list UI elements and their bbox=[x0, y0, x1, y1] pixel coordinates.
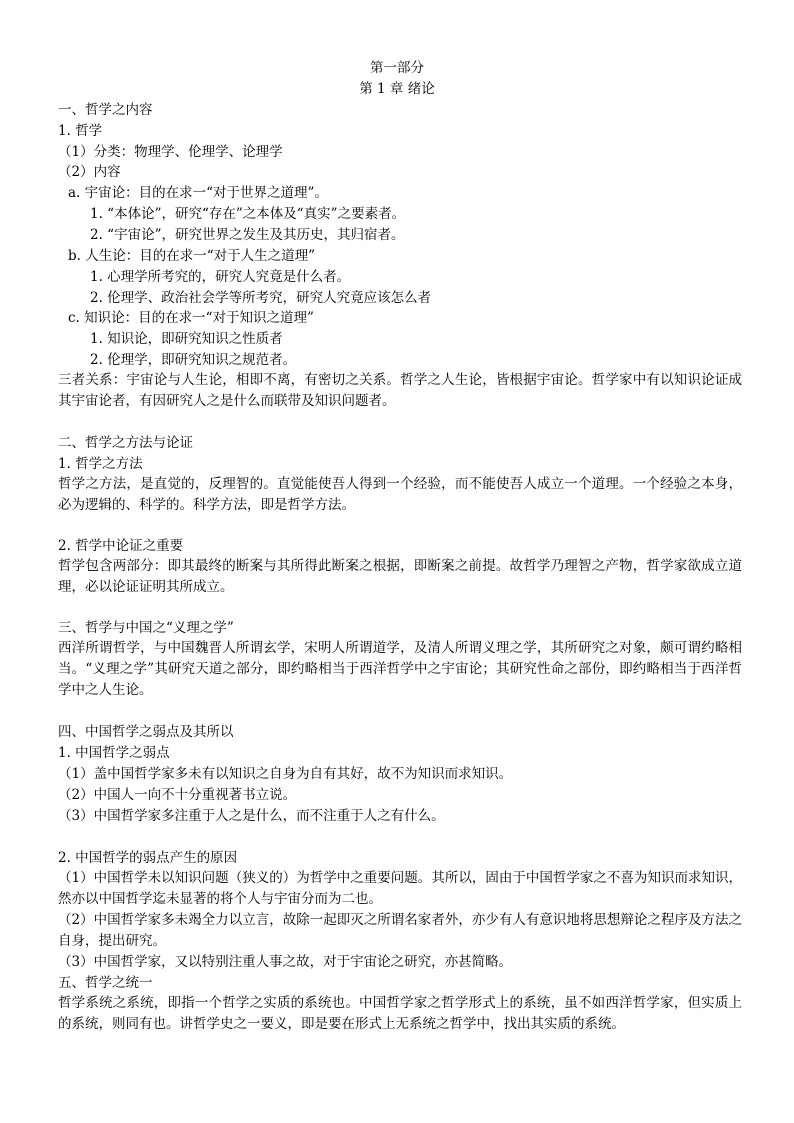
weakness-1: （1）盖中国哲学家多未有以知识之自身为自有其好，故不为知识而求知识。 bbox=[58, 766, 513, 782]
reason-2: （2）中国哲学家多未竭全力以立言，故除一起即灭之所谓名家者外，亦少有人有意识地将思想辩论之程序及方法之自身，提出研究。 bbox=[58, 912, 742, 949]
item-cosmology: a. 宇宙论：目的在求一“对于世界之道理”。 bbox=[68, 185, 328, 201]
method-paragraph: 哲学之方法，是直觉的，反理智的。直觉能使吾人得到一个经验，而不能使吾人成立一个道理。一个经验之本身，必为逻辑的、科学的。科学方法，即是哲学方法。 bbox=[58, 476, 742, 513]
item-life-theory: b. 人生论：目的在求一“对于人生之道理” bbox=[68, 248, 316, 264]
argument-title: 2. 哲学中论证之重要 bbox=[58, 538, 184, 554]
method-title: 1. 哲学之方法 bbox=[58, 456, 143, 472]
item-epistemology-2: 2. 伦理学，即研究知识之规范者。 bbox=[90, 352, 297, 368]
argument-paragraph: 哲学包含两部分：即其最终的断案与其所得此断案之根据，即断案之前提。故哲学乃理智之产物，哲学家欲成立道理，必以论证证明其所成立。 bbox=[58, 558, 742, 595]
item-cosmology-2: 2. “宇宙论”，研究世界之发生及其历史，其归宿者。 bbox=[90, 227, 405, 243]
section-heading-2: 二、哲学之方法与论证 bbox=[58, 435, 193, 451]
relation-paragraph: 三者关系：宇宙论与人生论，相即不离，有密切之关系。哲学之人生论，皆根据宇宙论。哲学家中有以知识论证成其宇宙论者，有因研究人之是什么而联带及知识问题者。 bbox=[58, 372, 742, 409]
chapter-title: 第 1 章 绪论 bbox=[359, 81, 435, 97]
item-content: （2）内容 bbox=[58, 164, 121, 180]
part-title: 第一部分 bbox=[370, 60, 424, 76]
section-heading-5: 五、哲学之统一 bbox=[58, 975, 153, 991]
weakness-2: （2）中国人一向不十分重视著书立说。 bbox=[58, 787, 297, 803]
item-epistemology: c. 知识论：目的在求一“对于知识之道理” bbox=[68, 310, 314, 326]
reason-1: （1）中国哲学未以知识问题（狭义的）为哲学中之重要问题。其所以，固由于中国哲学家之不喜为知识而求知识，然亦以中国哲学迄未显著的将个人与宇宙分而为二也。 bbox=[58, 870, 742, 907]
section-heading-3: 三、哲学与中国之“义理之学” bbox=[58, 620, 234, 636]
item-cosmology-1: 1. “本体论”，研究“存在”之本体及“真实”之要素者。 bbox=[90, 206, 406, 222]
section-heading-4: 四、中国哲学之弱点及其所以 bbox=[58, 724, 234, 740]
weakness-title: 1. 中国哲学之弱点 bbox=[58, 745, 170, 761]
section-heading-1: 一、哲学之内容 bbox=[58, 102, 153, 118]
item-life-theory-2: 2. 伦理学、政治社会学等所考究，研究人究竟应该怎么者 bbox=[90, 290, 432, 306]
unity-paragraph: 哲学系统之系统，即指一个哲学之实质的系统也。中国哲学家之哲学形式上的系统，虽不如西洋哲学家，但实质上的系统，则同有也。讲哲学史之一要义，即是要在形式上无系统之哲学中，找出其实质的系统。 bbox=[58, 995, 742, 1032]
weakness-3: （3）中国哲学家多注重于人之是什么，而不注重于人之有什么。 bbox=[58, 808, 445, 824]
reason-3: （3）中国哲学家，又以特别注重人事之故，对于宇宙论之研究，亦甚简略。 bbox=[58, 954, 513, 970]
item-life-theory-1: 1. 心理学所考究的，研究人究竟是什么者。 bbox=[90, 269, 351, 285]
reason-title: 2. 中国哲学的弱点产生的原因 bbox=[58, 850, 238, 866]
item-philosophy: 1. 哲学 bbox=[58, 123, 103, 139]
item-classification: （1）分类：物理学、伦理学、论理学 bbox=[58, 144, 283, 160]
yili-paragraph: 西洋所谓哲学，与中国魏晋人所谓玄学，宋明人所谓道学，及清人所谓义理之学，其所研究之对象，颇可谓约略相当。“义理之学”其研究天道之部分，即约略相当于西洋哲学中之宇宙论；其研究性命之部份，即约略相当于西洋哲学中之人生论。 bbox=[58, 640, 742, 698]
item-epistemology-1: 1. 知识论，即研究知识之性质者 bbox=[90, 331, 283, 347]
